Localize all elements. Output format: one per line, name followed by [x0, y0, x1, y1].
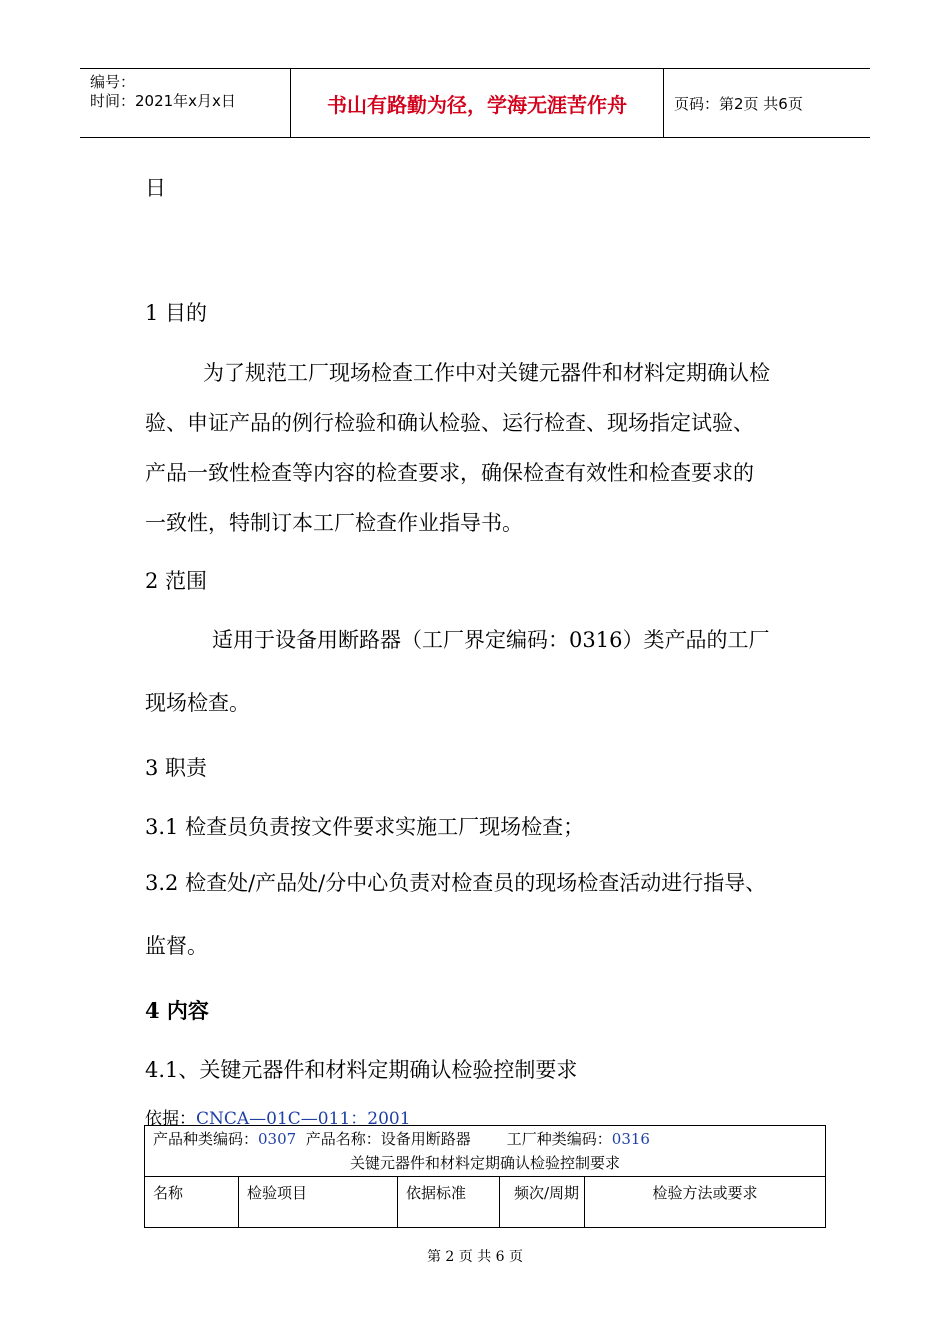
- section-1-line-1: 为了规范工厂现场检查工作中对关键元器件和材料定期确认检: [203, 361, 770, 385]
- section-2-line-1: 适用于设备用断路器（工厂界定编码：0316）类产品的工厂: [212, 628, 770, 652]
- table-info-row: [145, 1126, 825, 1152]
- section-2-line-2: 现场检查。: [145, 691, 250, 715]
- section-2-title: 2 范围: [145, 569, 208, 593]
- page-footer: 第 2 页 共 6 页: [426, 1249, 524, 1265]
- product-name: 产品名称：设备用断路器: [305, 1130, 471, 1148]
- section-4-1: 4.1、关键元器件和材料定期确认检验控制要求: [145, 1058, 578, 1082]
- header-page: 页码：第2页 共6页: [674, 94, 803, 113]
- product-code-label: 产品种类编码：: [153, 1130, 259, 1148]
- header-meta: [80, 69, 291, 137]
- section-3-title: 3 职责: [145, 756, 208, 780]
- section-1-line-2: 验、申证产品的例行检验和确认检验、运行检查、现场指定试验、: [145, 411, 754, 435]
- section-1-title: 1 目的: [145, 301, 208, 325]
- line-ri: 日: [145, 176, 166, 200]
- col-name: 名称: [145, 1177, 239, 1227]
- col-method: 检验方法或要求: [652, 1184, 758, 1202]
- table-header-row: [145, 1177, 825, 1227]
- control-table: [144, 1125, 826, 1228]
- basis-value: CNCA—01C—011：2001: [196, 1109, 411, 1129]
- col-frequency: 频次/周期: [500, 1177, 585, 1227]
- factory-code-label: 工厂种类编码：: [506, 1130, 612, 1148]
- section-3-1: 3.1 检查员负责按文件要求实施工厂现场检查；: [145, 815, 585, 839]
- product-code-value: 0307: [258, 1130, 297, 1148]
- section-1-line-4: 一致性，特制订本工厂检查作业指导书。: [145, 511, 523, 535]
- header-number: 编号：: [90, 73, 136, 91]
- basis-label: 依据：: [145, 1109, 196, 1129]
- section-1-line-3: 产品一致性检查等内容的检查要求，确保检查有效性和检查要求的: [145, 461, 754, 485]
- header-motto: 书山有路勤为径，学海无涯苦作舟: [291, 69, 664, 137]
- section-4-title: 4 内容: [145, 998, 209, 1023]
- header-time: 时间：2021年x月x日: [90, 92, 236, 110]
- page-header: [80, 68, 870, 138]
- section-3-2-line-2: 监督。: [145, 934, 208, 958]
- factory-code-value: 0316: [611, 1130, 650, 1148]
- col-item: 检验项目: [239, 1177, 398, 1227]
- table-title: 关键元器件和材料定期确认检验控制要求: [145, 1152, 825, 1177]
- section-3-2-line-1: 3.2 检查处/产品处/分中心负责对检查员的现场检查活动进行指导、: [145, 871, 767, 895]
- col-standard: 依据标准: [398, 1177, 500, 1227]
